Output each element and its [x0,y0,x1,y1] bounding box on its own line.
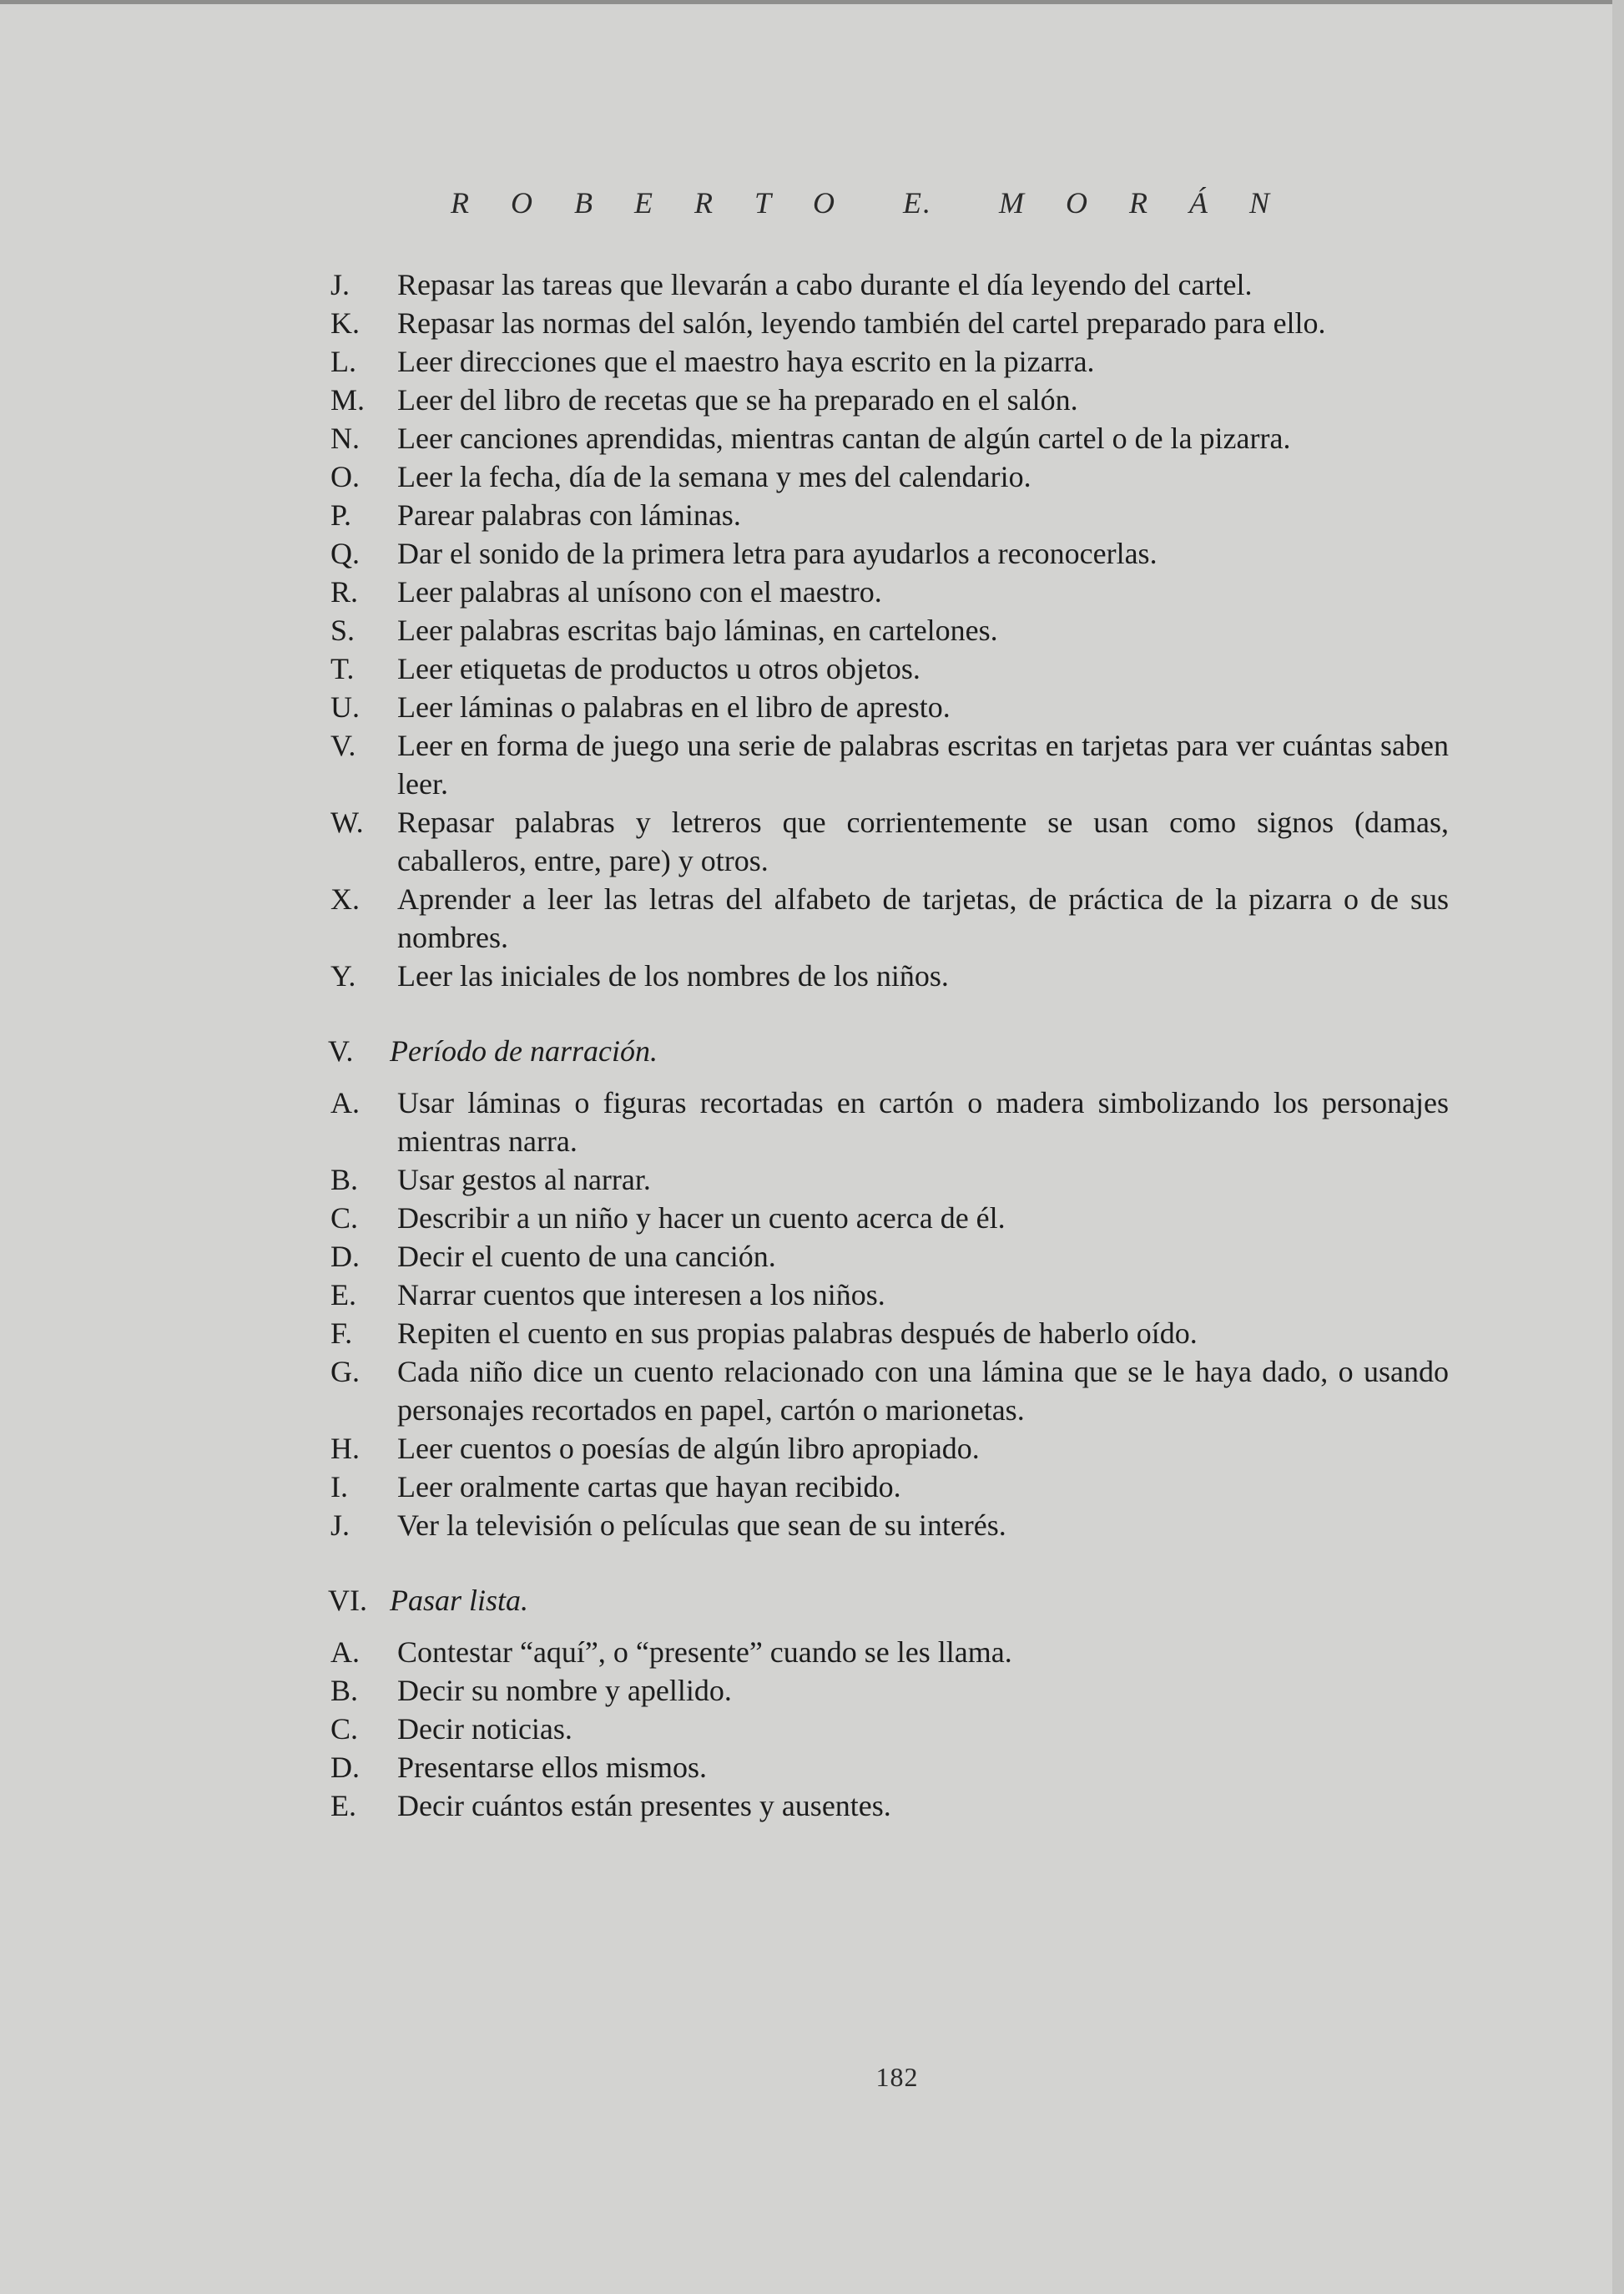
item-letter: O. [330,460,360,493]
item-text: Narrar cuentos que interesen a los niños. [397,1278,885,1311]
list-item [0,957,1624,995]
item-letter: A. [330,1635,360,1669]
item-letter: U. [330,690,360,724]
list-item [0,688,1624,726]
list-item [0,1276,1624,1314]
list-item [0,1468,1624,1506]
section-number: VI. [328,1584,367,1617]
list-item [0,573,1624,611]
header-letter: M [999,186,1026,220]
item-letter: M. [330,383,366,417]
item-text: Decir cuántos están presentes y ausentes. [397,1789,891,1822]
item-text: Leer las iniciales de los nombres de los niños. [397,959,949,993]
list-item [0,1429,1624,1468]
roll-call-activities-list [0,1633,1624,1825]
list-item [0,381,1624,419]
list-item [0,419,1624,457]
item-text: Contestar “aquí”, o “presente” cuando se les llama. [397,1635,1012,1669]
item-letter: C. [330,1712,359,1746]
item-text: Leer cuentos o poesías de algún libro apropiado. [397,1432,980,1465]
item-text: Repiten el cuento en sus propias palabras después de haberlo oído. [397,1316,1198,1350]
section-heading [0,1581,1624,1619]
header-letter: E. [903,186,933,220]
list-item [0,1160,1624,1199]
item-text: Leer palabras al unísono con el maestro. [397,575,882,609]
list-item [0,649,1624,688]
item-text: Leer la fecha, día de la semana y mes del calendario. [397,460,1031,493]
item-text: Leer canciones aprendidas, mientras cantan de algún cartel o de la pizarra. [397,422,1291,455]
list-item [0,342,1624,381]
item-text: Presentarse ellos mismos. [397,1751,707,1784]
item-text: Repasar las normas del salón, leyendo también del cartel preparado para ello. [397,306,1326,340]
item-text: Cada niño dice un cuento relacionado con una lámina que se le haya dado, o usando personajes recortados en papel, cartón o marionetas. [397,1355,1449,1427]
item-letter: B. [330,1163,359,1196]
list-item [0,1314,1624,1352]
item-letter: H. [330,1432,360,1465]
section-title: Pasar lista. [390,1584,529,1617]
list-item [0,880,1624,957]
item-letter: I. [330,1470,348,1503]
list-item [0,304,1624,342]
item-text: Usar gestos al narrar. [397,1163,651,1196]
item-letter: T. [330,652,355,685]
item-letter: J. [330,1508,351,1542]
list-item [0,1633,1624,1671]
item-letter: S. [330,614,356,647]
list-item [0,265,1624,304]
section-number: V. [328,1034,354,1068]
list-item [0,1506,1624,1544]
item-letter: L. [330,345,356,378]
header-letter: R [451,186,471,220]
header-letter: B [574,186,594,220]
header-letter: O [813,186,837,220]
page-body [0,265,1624,1825]
item-text: Repasar palabras y letreros que corrientemente se usan como signos (damas, caballeros, entre, pare) y otros. [397,806,1449,877]
item-letter: G. [330,1355,360,1388]
item-letter: X. [330,882,360,916]
list-item [0,1237,1624,1276]
list-item [0,803,1624,880]
list-item [0,457,1624,496]
list-item [0,496,1624,534]
header-letter: T [754,186,774,220]
item-letter: V. [330,729,356,762]
item-text: Leer etiquetas de productos u otros objetos. [397,652,920,685]
section-heading [0,1032,1624,1070]
item-letter: A. [330,1086,360,1119]
item-text: Decir el cuento de una canción. [397,1240,776,1273]
item-letter: D. [330,1240,360,1273]
item-letter: N. [330,422,360,455]
item-letter: P. [330,498,352,532]
list-item [0,611,1624,649]
list-item [0,534,1624,573]
item-letter: D. [330,1751,360,1784]
item-letter: K. [330,306,360,340]
list-item [0,1352,1624,1429]
page-number: 182 [875,2062,919,2092]
page-top-edge [0,0,1624,4]
item-text: Decir noticias. [397,1712,572,1746]
item-text: Aprender a leer las letras del alfabeto de tarjetas, de práctica de la pizarra o de sus nombres. [397,882,1449,954]
item-letter: J. [330,268,351,301]
item-text: Leer palabras escritas bajo láminas, en cartelones. [397,614,998,647]
list-item [0,726,1624,803]
item-letter: B. [330,1674,359,1707]
list-item [0,1786,1624,1825]
item-text: Decir su nombre y apellido. [397,1674,732,1707]
header-letter: O [1066,186,1090,220]
item-letter: Q. [330,537,360,570]
list-item [0,1199,1624,1237]
header-letter: R [694,186,714,220]
header-letter: N [1249,186,1272,220]
item-text: Leer en forma de juego una serie de palabras escritas en tarjetas para ver cuántas saben leer. [397,729,1449,801]
header-letter: E [634,186,654,220]
item-letter: E. [330,1278,356,1311]
item-letter: Y. [330,959,356,993]
running-header [451,185,1335,220]
list-item [0,1710,1624,1748]
list-item [0,1084,1624,1160]
item-text: Leer láminas o palabras en el libro de apresto. [397,690,951,724]
item-text: Leer del libro de recetas que se ha preparado en el salón. [397,383,1078,417]
item-letter: W. [330,806,364,839]
header-letter: R [1129,186,1150,220]
item-text: Leer oralmente cartas que hayan recibido. [397,1470,901,1503]
item-letter: F. [330,1316,353,1350]
header-letter: Á [1189,186,1210,220]
item-letter: E. [330,1789,356,1822]
item-text: Leer direcciones que el maestro haya escrito en la pizarra. [397,345,1095,378]
reading-activities-list [0,265,1624,995]
section-title: Período de narración. [390,1034,658,1068]
item-text: Ver la televisión o películas que sean de su interés. [397,1508,1006,1542]
item-text: Describir a un niño y hacer un cuento acerca de él. [397,1201,1006,1235]
item-text: Dar el sonido de la primera letra para ayudarlos a reconocerlas. [397,537,1157,570]
narration-activities-list [0,1084,1624,1544]
item-letter: R. [330,575,359,609]
header-letter: O [511,186,534,220]
item-text: Usar láminas o figuras recortadas en cartón o madera simbolizando los personajes mientras narra. [397,1086,1449,1158]
list-item [0,1671,1624,1710]
list-item [0,1748,1624,1786]
item-text: Parear palabras con láminas. [397,498,741,532]
item-text: Repasar las tareas que llevarán a cabo durante el día leyendo del cartel. [397,268,1253,301]
item-letter: C. [330,1201,359,1235]
